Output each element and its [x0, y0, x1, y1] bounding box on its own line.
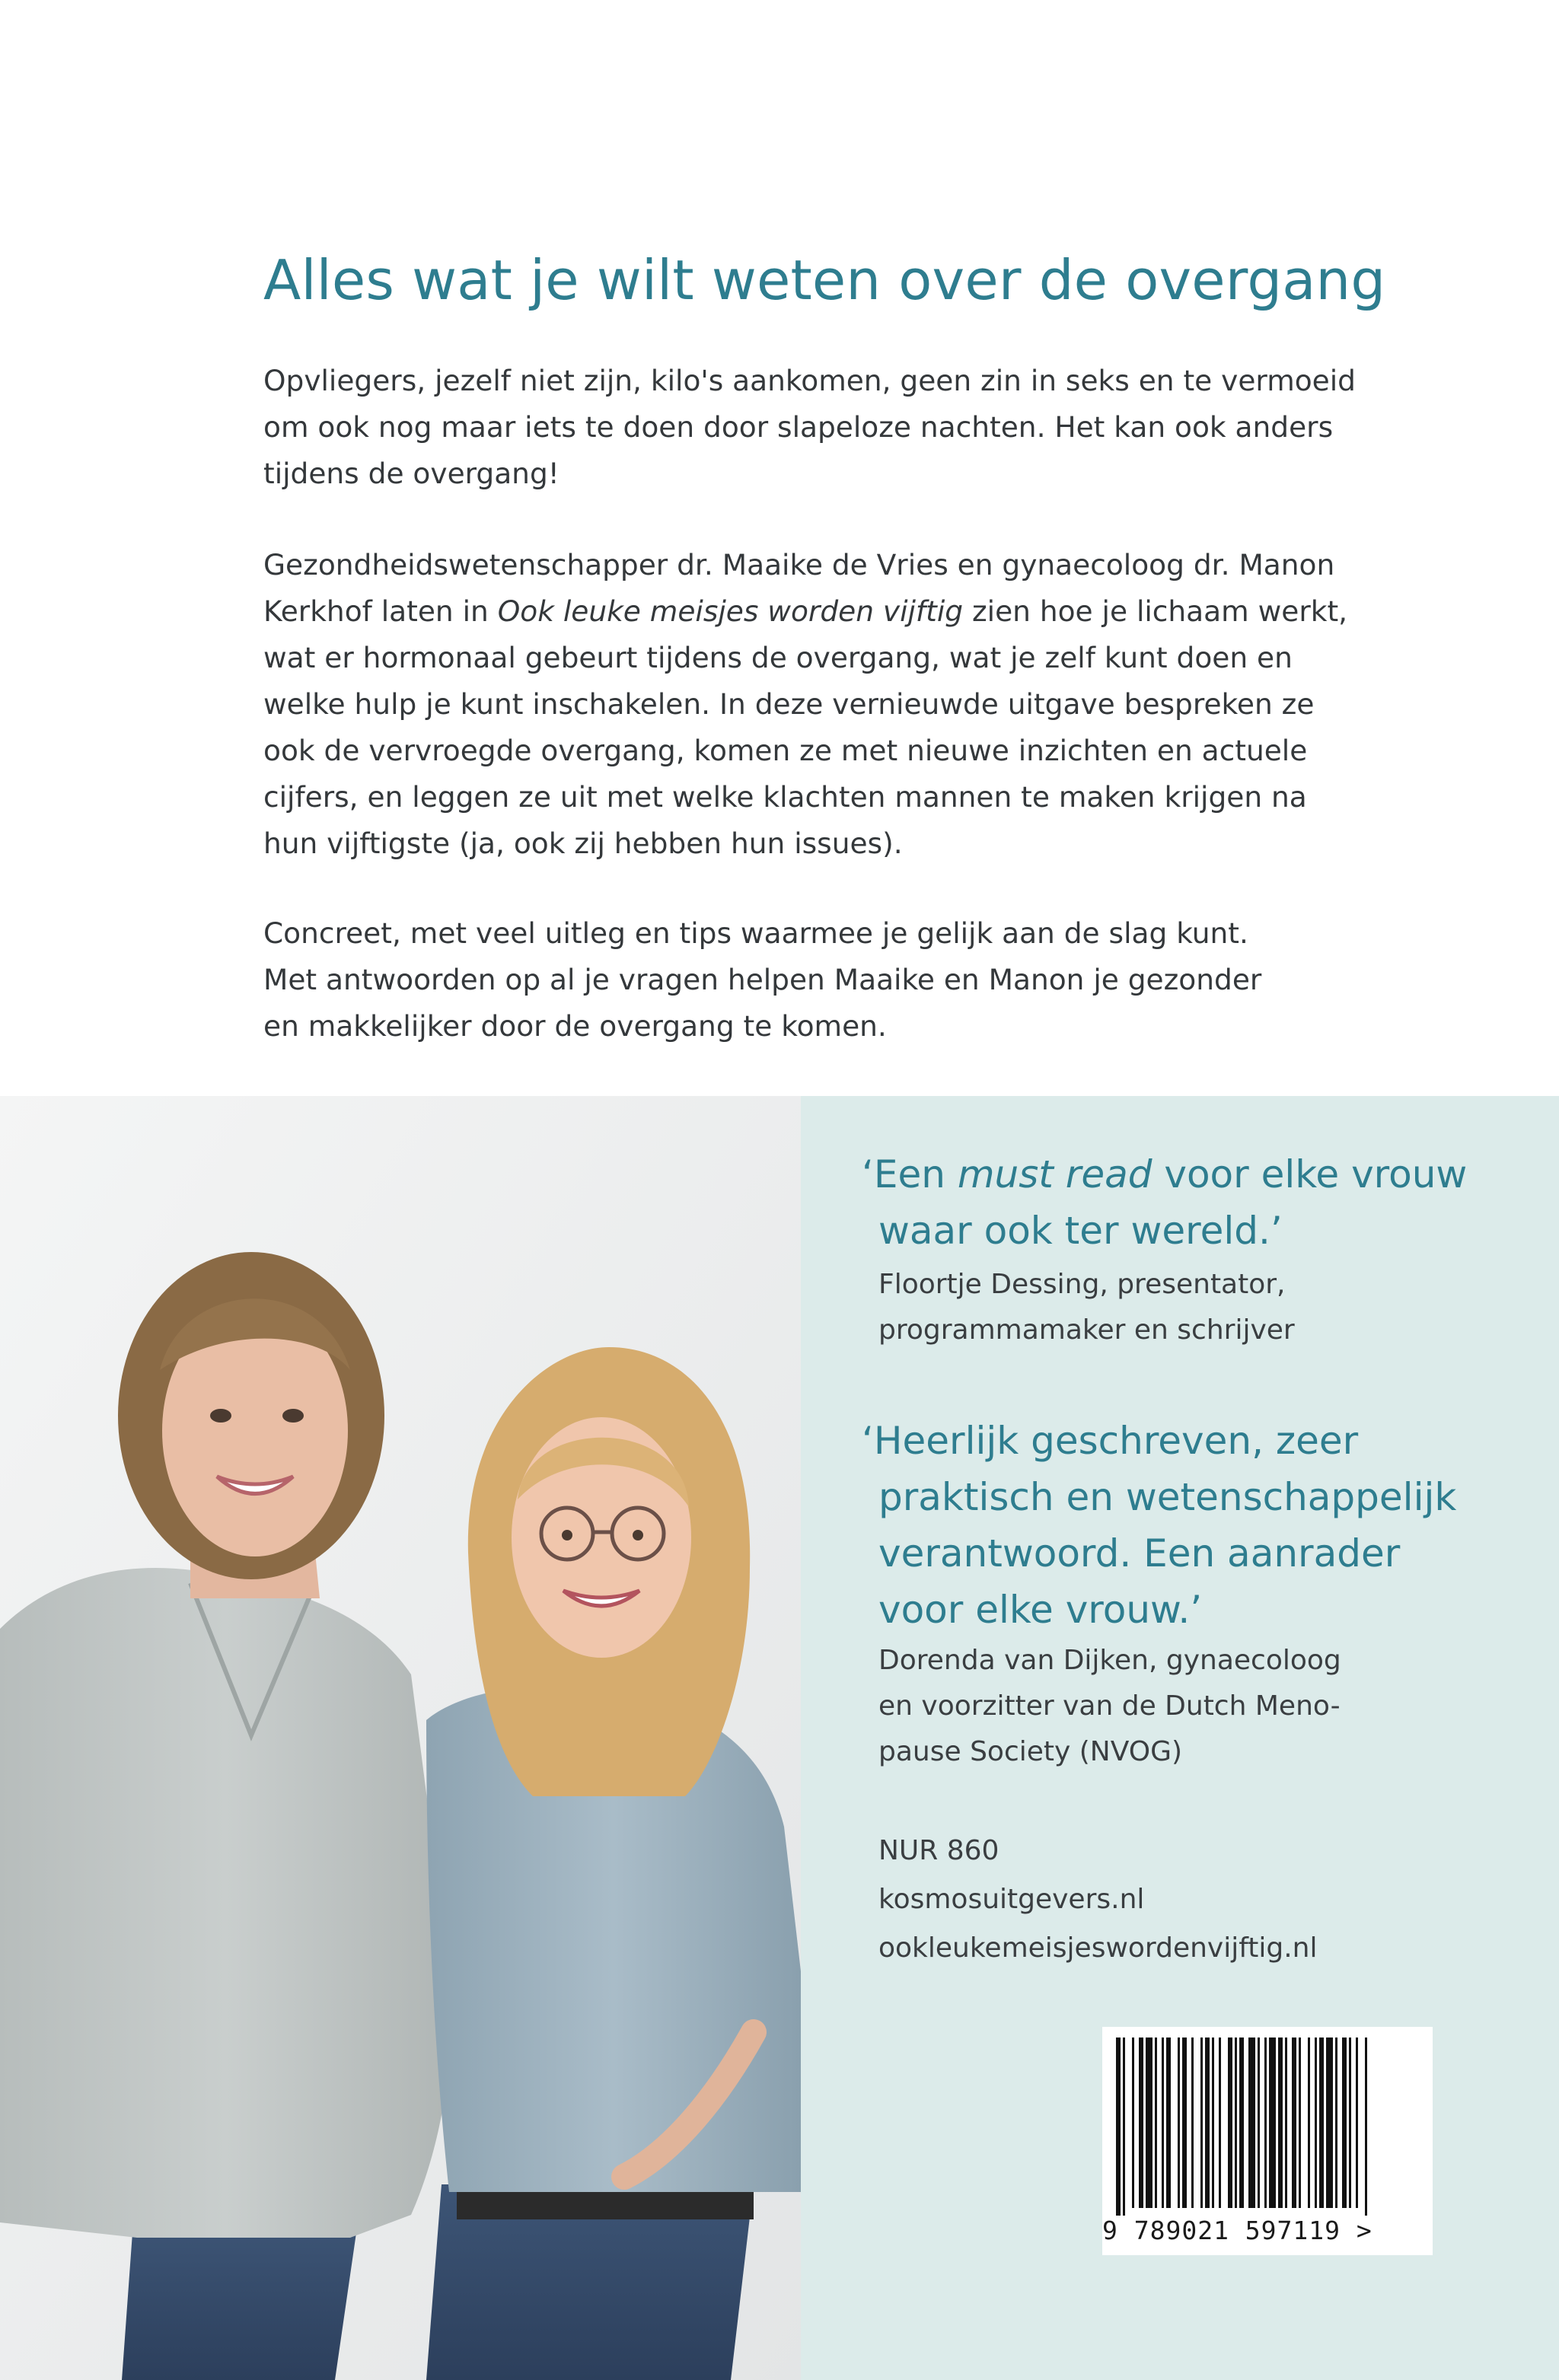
- authors-photo-illustration: [0, 1096, 801, 2380]
- barcode-bar: [1123, 2037, 1125, 2216]
- book-title: Ook leuke meisjes worden vijftig: [497, 594, 964, 628]
- book-website[interactable]: ookleukemeisjeswordenvijftig.nl: [878, 1932, 1318, 1964]
- paragraph-line: en makkelijker door de overgang te komen.: [263, 1009, 887, 1043]
- back-cover-top: [0, 0, 1559, 1096]
- right-person: [426, 1347, 801, 2380]
- barcode-bar: [1365, 2037, 1367, 2216]
- paragraph-line: Gezondheidswetenschapper dr. Maaike de Vries en gynaecoloog dr. Manon: [263, 548, 1335, 581]
- barcode-bar: [1269, 2037, 1276, 2208]
- barcode-bar: [1299, 2037, 1301, 2208]
- quote-text: ‘Een: [862, 1152, 958, 1196]
- headline: Alles wat je wilt weten over de overgang: [263, 248, 1386, 312]
- barcode-bar: [1335, 2037, 1337, 2208]
- barcode-bar: [1200, 2037, 1203, 2208]
- attribution-line: Floortje Dessing, presentator,: [878, 1269, 1286, 1300]
- barcode-bar: [1264, 2037, 1267, 2208]
- barcode-bar: [1248, 2037, 1255, 2208]
- closing-paragraph: [263, 910, 1390, 1050]
- quote-line: [862, 1146, 1532, 1203]
- paragraph-line: Concreet, met veel uitleg en tips waarmee je gelijk aan de slag kunt.: [263, 916, 1248, 950]
- authors-paragraph: [263, 542, 1390, 867]
- paragraph-line: ook de vervroegde overgang, komen ze met nieuwe inzichten en actuele: [263, 734, 1308, 767]
- barcode-bar: [1278, 2037, 1283, 2208]
- paragraph-line: tijdens de overgang!: [263, 457, 560, 490]
- quote-line: verantwoord. Een aanrader: [878, 1531, 1401, 1576]
- barcode-bar: [1132, 2037, 1134, 2208]
- quote-line: ‘Heerlijk geschreven, zeer: [862, 1419, 1359, 1463]
- barcode-bar: [1212, 2037, 1214, 2208]
- paragraph-line: wat er hormonaal gebeurt tijdens de overgang, wat je zelf kunt doen en: [263, 641, 1293, 674]
- attribution-line: programmamaker en schrijver: [878, 1314, 1295, 1346]
- review-panel: [801, 1096, 1559, 2380]
- barcode-bar: [1116, 2037, 1121, 2216]
- paragraph-line: Opvliegers, jezelf niet zijn, kilo's aankomen, geen zin in seks en te vermoeid: [263, 364, 1356, 397]
- isbn-barcode: [1102, 2027, 1433, 2255]
- barcode-bar: [1315, 2037, 1317, 2208]
- nur-code: NUR 860: [878, 1835, 999, 1866]
- barcode-bar: [1139, 2037, 1143, 2208]
- barcode-bar: [1239, 2037, 1244, 2208]
- paragraph-line: Kerkhof laten in: [263, 594, 498, 628]
- barcode-bar: [1205, 2037, 1210, 2208]
- barcode-bar: [1349, 2037, 1351, 2208]
- barcode-bar: [1258, 2037, 1260, 2208]
- barcode-bar: [1235, 2037, 1237, 2208]
- paragraph-line: welke hulp je kunt inschakelen. In deze vernieuwde uitgave bespreken ze: [263, 687, 1315, 721]
- quote-line: praktisch en wetenschappelijk: [878, 1475, 1457, 1519]
- barcode-bar: [1182, 2037, 1187, 2208]
- attribution-2: [878, 1638, 1533, 1775]
- barcode-bar: [1146, 2037, 1153, 2208]
- publisher-website[interactable]: kosmosuitgevers.nl: [878, 1884, 1145, 1915]
- attribution-line: Dorenda van Dijken, gynaecoloog: [878, 1645, 1341, 1676]
- attribution-line: en voorzitter van de Dutch Meno-: [878, 1690, 1341, 1722]
- barcode-bar: [1191, 2037, 1194, 2208]
- paragraph-line: hun vijftigste (ja, ook zij hebben hun issues).: [263, 827, 903, 860]
- barcode-bar: [1356, 2037, 1358, 2208]
- barcode-bar: [1166, 2037, 1171, 2208]
- barcode-bar: [1326, 2037, 1333, 2208]
- intro-paragraph: [263, 358, 1390, 497]
- attribution-line: pause Society (NVOG): [878, 1736, 1183, 1767]
- barcode-bar: [1292, 2037, 1296, 2208]
- publication-info: [878, 1827, 1318, 1973]
- barcode-bars: [1102, 2027, 1433, 2216]
- quote-emphasis: must read: [957, 1152, 1153, 1196]
- attribution-1: [878, 1262, 1533, 1353]
- quote-1: [862, 1146, 1532, 1259]
- quote-2: [862, 1413, 1532, 1638]
- paragraph-line: zien hoe je lichaam werkt,: [963, 594, 1348, 628]
- barcode-bar: [1219, 2037, 1221, 2208]
- barcode-digits: 9 789021 597119 >: [1102, 2216, 1433, 2245]
- barcode-bar: [1178, 2037, 1180, 2208]
- quote-line: waar ook ter wereld.’: [878, 1209, 1283, 1253]
- paragraph-line: cijfers, en leggen ze uit met welke klachten mannen te maken krijgen na: [263, 780, 1307, 814]
- barcode-bar: [1319, 2037, 1324, 2208]
- barcode-bar: [1155, 2037, 1157, 2208]
- paragraph-line: Met antwoorden op al je vragen helpen Maaike en Manon je gezonder: [263, 963, 1262, 996]
- barcode-bar: [1308, 2037, 1310, 2208]
- paragraph-line: om ook nog maar iets te doen door slapeloze nachten. Het kan ook anders: [263, 410, 1334, 444]
- quote-text: voor elke vrouw: [1152, 1152, 1468, 1196]
- authors-photo: [0, 1096, 801, 2380]
- quote-line: voor elke vrouw.’: [878, 1588, 1203, 1632]
- barcode-bar: [1342, 2037, 1347, 2208]
- barcode-bar: [1285, 2037, 1287, 2208]
- barcode-bar: [1162, 2037, 1164, 2208]
- barcode-bar: [1228, 2037, 1232, 2208]
